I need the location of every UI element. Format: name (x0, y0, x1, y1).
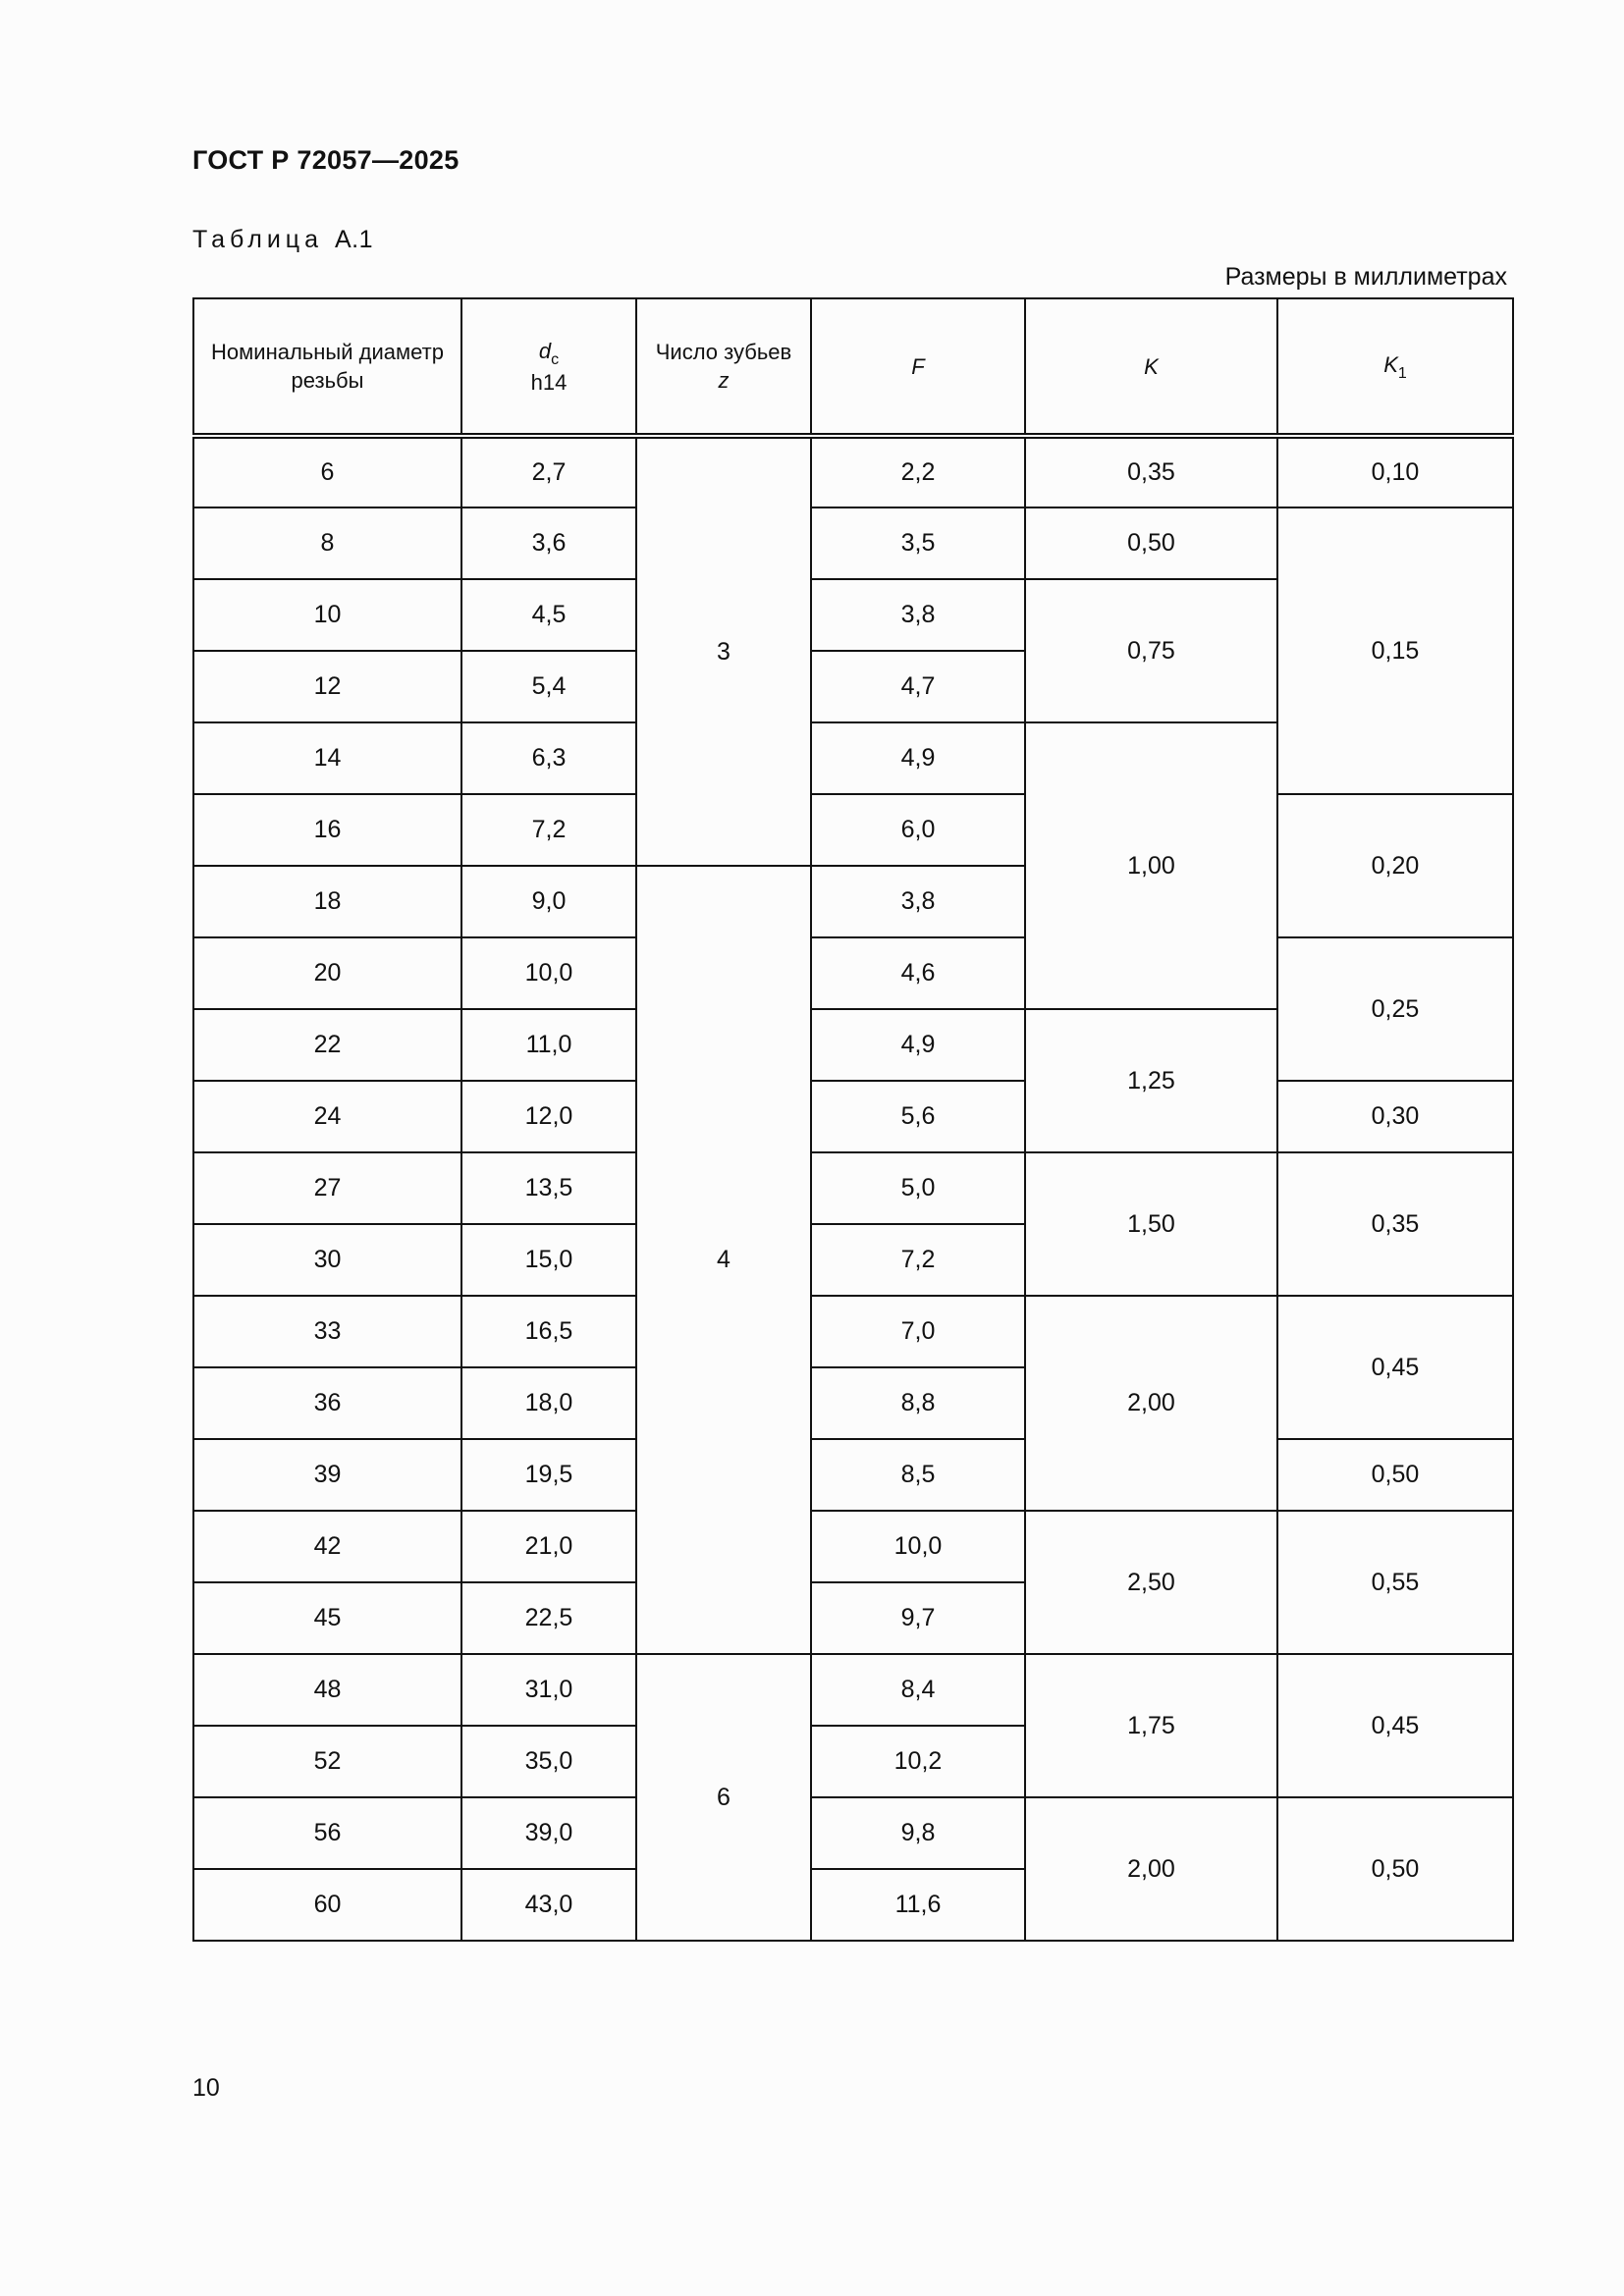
cell-k1: 0,30 (1277, 1081, 1513, 1152)
document-code: ГОСТ Р 72057—2025 (192, 145, 460, 175)
header-nominal-diameter (193, 298, 461, 436)
cell-nominal-diameter: 24 (193, 1081, 461, 1152)
table-row (193, 436, 1513, 507)
cell-nominal-diameter: 33 (193, 1296, 461, 1367)
table-row (193, 1081, 1513, 1152)
cell-teeth-count: 6 (636, 1654, 811, 1941)
cell-nominal-diameter: 14 (193, 722, 461, 794)
cell-nominal-diameter: 10 (193, 579, 461, 651)
cell-nominal-diameter: 48 (193, 1654, 461, 1726)
dimensions-table (192, 297, 1514, 1942)
cell-dc: 19,5 (461, 1439, 636, 1511)
table-row (193, 1439, 1513, 1511)
header-teeth-symbol: z (718, 368, 730, 393)
table-row (193, 1797, 1513, 1869)
cell-dc: 7,2 (461, 794, 636, 866)
header-dc-symbol: d (538, 338, 552, 363)
cell-nominal-diameter: 16 (193, 794, 461, 866)
cell-f: 7,2 (811, 1224, 1025, 1296)
cell-f: 8,5 (811, 1439, 1025, 1511)
cell-dc: 6,3 (461, 722, 636, 794)
table-header-row (193, 298, 1513, 436)
header-k-symbol: K (1144, 353, 1159, 379)
header-teeth-count (636, 298, 811, 436)
table-row (193, 1152, 1513, 1224)
cell-k1: 0,20 (1277, 794, 1513, 937)
cell-k: 0,35 (1025, 436, 1277, 507)
cell-nominal-diameter: 30 (193, 1224, 461, 1296)
cell-nominal-diameter: 39 (193, 1439, 461, 1511)
cell-k1: 0,55 (1277, 1511, 1513, 1654)
cell-dc: 12,0 (461, 1081, 636, 1152)
cell-f: 5,6 (811, 1081, 1025, 1152)
cell-f: 6,0 (811, 794, 1025, 866)
cell-f: 4,9 (811, 1009, 1025, 1081)
cell-nominal-diameter: 52 (193, 1726, 461, 1797)
cell-dc: 4,5 (461, 579, 636, 651)
table-row (193, 937, 1513, 1009)
table-caption (192, 226, 373, 254)
cell-k1: 0,50 (1277, 1797, 1513, 1941)
cell-dc: 31,0 (461, 1654, 636, 1726)
cell-f: 10,0 (811, 1511, 1025, 1582)
header-k1 (1277, 298, 1513, 436)
cell-k: 1,50 (1025, 1152, 1277, 1296)
cell-dc: 39,0 (461, 1797, 636, 1869)
table-row (193, 794, 1513, 866)
header-teeth-label: Число зубьев (655, 340, 792, 364)
cell-nominal-diameter: 18 (193, 866, 461, 937)
cell-dc: 11,0 (461, 1009, 636, 1081)
table-row (193, 507, 1513, 579)
cell-nominal-diameter: 20 (193, 937, 461, 1009)
cell-dc: 13,5 (461, 1152, 636, 1224)
table-number: А.1 (334, 226, 374, 253)
cell-f: 2,2 (811, 436, 1025, 507)
page-number: 10 (192, 2074, 220, 2102)
header-f (811, 298, 1025, 436)
cell-f: 4,6 (811, 937, 1025, 1009)
cell-k: 1,00 (1025, 722, 1277, 1009)
cell-f: 5,0 (811, 1152, 1025, 1224)
cell-nominal-diameter: 27 (193, 1152, 461, 1224)
cell-nominal-diameter: 45 (193, 1582, 461, 1654)
cell-dc: 22,5 (461, 1582, 636, 1654)
header-k1-subscript: 1 (1397, 365, 1407, 382)
cell-k: 2,00 (1025, 1797, 1277, 1941)
cell-f: 9,7 (811, 1582, 1025, 1654)
cell-nominal-diameter: 6 (193, 436, 461, 507)
cell-dc: 35,0 (461, 1726, 636, 1797)
cell-dc: 9,0 (461, 866, 636, 937)
cell-nominal-diameter: 12 (193, 651, 461, 722)
header-dc-subscript: c (551, 350, 560, 368)
cell-k: 2,50 (1025, 1511, 1277, 1654)
table-row (193, 1654, 1513, 1726)
cell-k1: 0,10 (1277, 436, 1513, 507)
cell-f: 7,0 (811, 1296, 1025, 1367)
cell-f: 11,6 (811, 1869, 1025, 1941)
table-row (193, 1511, 1513, 1582)
header-k (1025, 298, 1277, 436)
cell-teeth-count: 4 (636, 866, 811, 1654)
cell-k1: 0,45 (1277, 1296, 1513, 1439)
header-dc-tolerance: h14 (530, 369, 568, 395)
cell-nominal-diameter: 60 (193, 1869, 461, 1941)
header-dc (461, 298, 636, 436)
table-row (193, 1296, 1513, 1367)
cell-nominal-diameter: 56 (193, 1797, 461, 1869)
header-nominal-diameter-line2: резьбы (291, 368, 364, 393)
cell-f: 9,8 (811, 1797, 1025, 1869)
cell-k: 1,75 (1025, 1654, 1277, 1797)
cell-k: 0,50 (1025, 507, 1277, 579)
cell-dc: 18,0 (461, 1367, 636, 1439)
cell-nominal-diameter: 22 (193, 1009, 461, 1081)
cell-k: 1,25 (1025, 1009, 1277, 1152)
cell-dc: 16,5 (461, 1296, 636, 1367)
cell-f: 8,8 (811, 1367, 1025, 1439)
cell-dc: 3,6 (461, 507, 636, 579)
cell-dc: 21,0 (461, 1511, 636, 1582)
cell-dc: 5,4 (461, 651, 636, 722)
cell-teeth-count: 3 (636, 436, 811, 866)
table-body (193, 436, 1513, 1941)
table-label: Таблица (192, 226, 324, 253)
header-k1-symbol: K (1383, 352, 1398, 377)
header-nominal-diameter-line1: Номинальный диаметр (211, 340, 444, 364)
cell-nominal-diameter: 8 (193, 507, 461, 579)
cell-nominal-diameter: 42 (193, 1511, 461, 1582)
cell-f: 3,8 (811, 866, 1025, 937)
cell-f: 3,8 (811, 579, 1025, 651)
cell-k: 0,75 (1025, 579, 1277, 722)
cell-f: 8,4 (811, 1654, 1025, 1726)
cell-k1: 0,25 (1277, 937, 1513, 1081)
cell-f: 3,5 (811, 507, 1025, 579)
cell-k1: 0,45 (1277, 1654, 1513, 1797)
cell-k1: 0,50 (1277, 1439, 1513, 1511)
units-note: Размеры в миллиметрах (1224, 263, 1507, 291)
cell-k: 2,00 (1025, 1296, 1277, 1511)
header-f-symbol: F (911, 353, 925, 379)
cell-k1: 0,35 (1277, 1152, 1513, 1296)
cell-dc: 15,0 (461, 1224, 636, 1296)
cell-f: 4,9 (811, 722, 1025, 794)
cell-k1: 0,15 (1277, 507, 1513, 794)
cell-dc: 2,7 (461, 436, 636, 507)
cell-f: 10,2 (811, 1726, 1025, 1797)
cell-dc: 10,0 (461, 937, 636, 1009)
cell-dc: 43,0 (461, 1869, 636, 1941)
cell-f: 4,7 (811, 651, 1025, 722)
cell-nominal-diameter: 36 (193, 1367, 461, 1439)
